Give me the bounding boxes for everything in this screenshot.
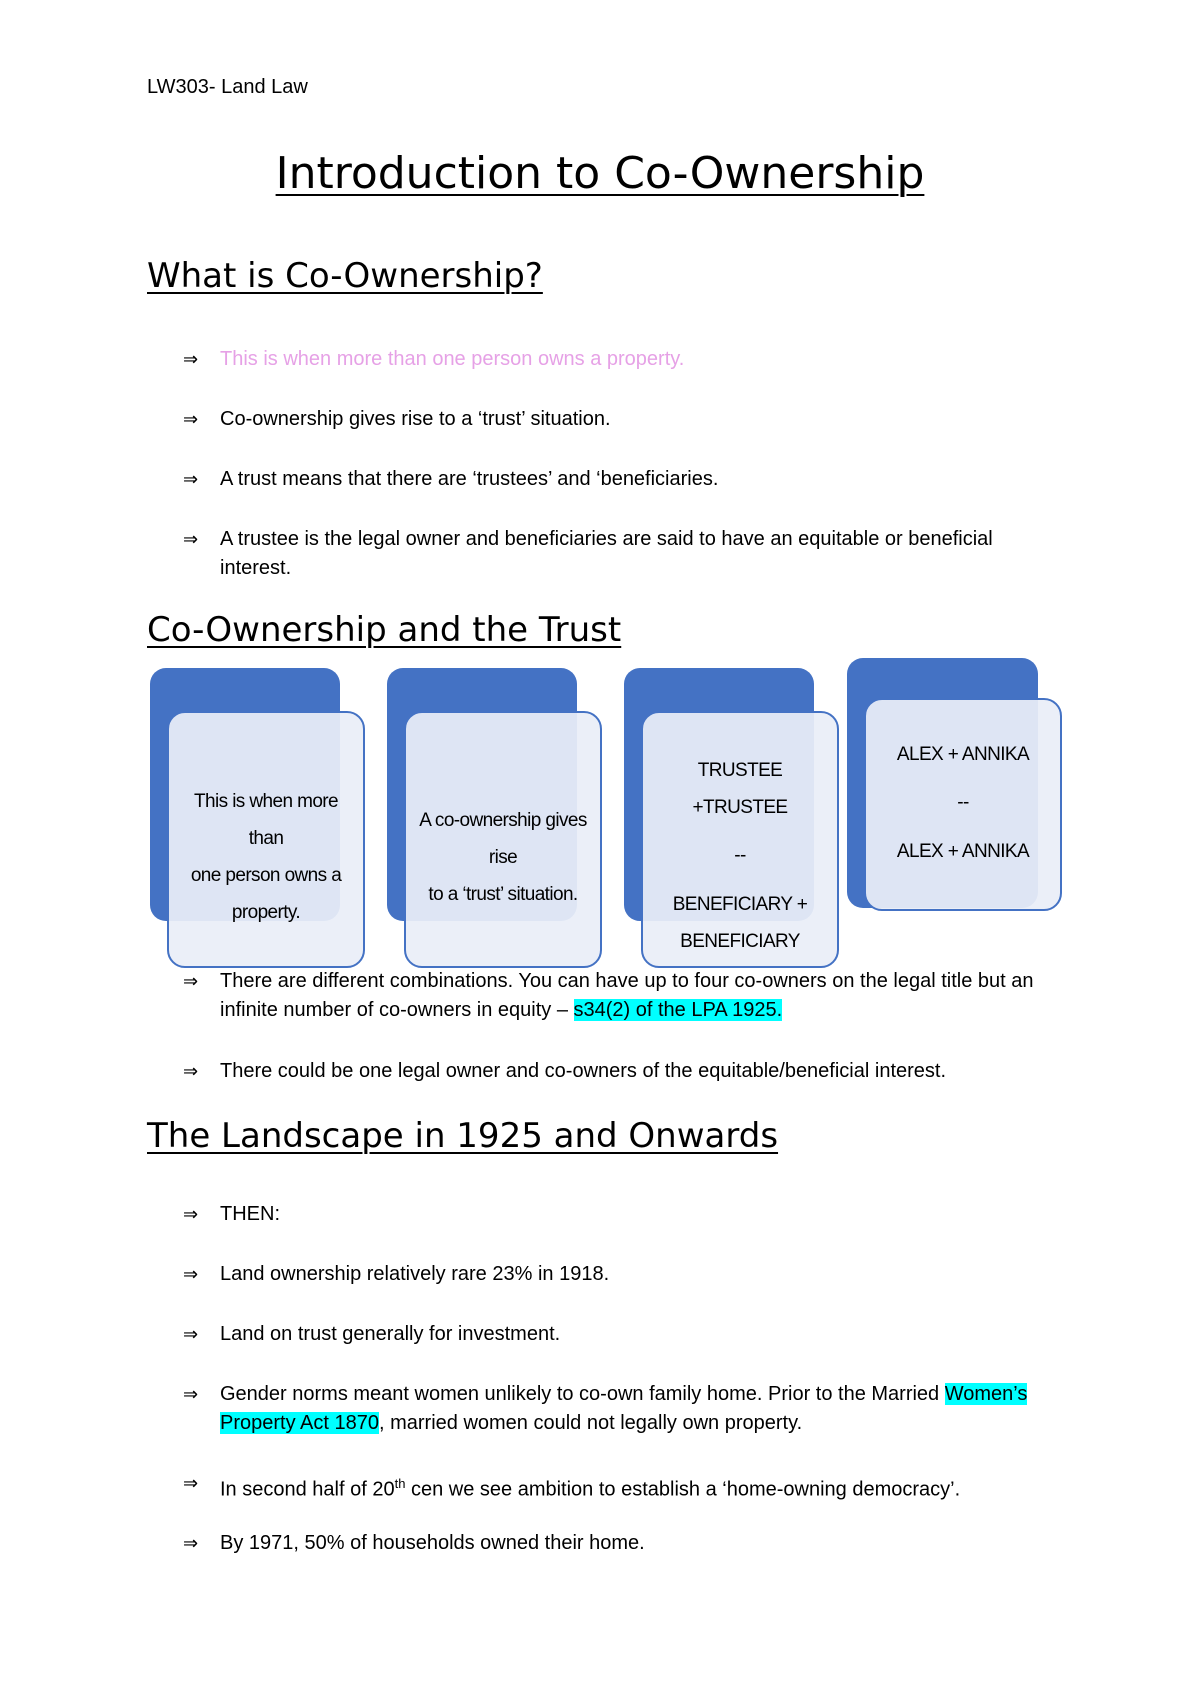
bullet-text <box>220 967 1063 1025</box>
bullet-text: This is when more than one person owns a property. <box>220 348 685 370</box>
diagram-card-trust <box>387 668 602 968</box>
card-line: -- <box>957 792 969 813</box>
document-title: Introduction to Co-Ownership <box>275 148 925 199</box>
superscript-th: th <box>394 1476 406 1491</box>
list-item <box>183 1380 1063 1438</box>
diagram-card-trustees <box>624 668 839 968</box>
card-line: This is when more than <box>194 791 338 849</box>
bullet-text: A trustee is the legal owner and beneficiaries are said to have an equitable or beneficial interest. <box>220 528 993 579</box>
card-line: to a ‘trust’ situation. <box>428 884 578 905</box>
bullet-text: By 1971, 50% of households owned their home. <box>220 1532 645 1554</box>
arrow-icon: ⇒ <box>183 1204 199 1225</box>
bullet-text: THEN: <box>220 1203 280 1225</box>
list-item <box>183 1200 1063 1229</box>
arrow-icon: ⇒ <box>183 409 199 430</box>
statute-highlight: s34(2) of the LPA 1925. <box>573 999 783 1021</box>
bullet-text <box>220 1469 1063 1505</box>
card-line: ALEX + ANNIKA <box>896 744 1030 765</box>
list-item <box>183 1320 1063 1349</box>
card-line: one person owns a <box>190 865 342 886</box>
card-line: BENEFICIARY <box>680 931 800 952</box>
diagram-card-definition <box>150 668 365 968</box>
arrow-icon: ⇒ <box>183 1384 199 1405</box>
arrow-icon: ⇒ <box>183 1061 199 1082</box>
arrow-icon: ⇒ <box>183 1264 199 1285</box>
card-line: property. <box>231 902 301 923</box>
list-item <box>183 1529 1063 1558</box>
bullet-text-post: , married women could not legally own property. <box>378 1412 803 1434</box>
arrow-icon: ⇒ <box>183 349 199 370</box>
list-item <box>183 1057 1063 1086</box>
bullet-text-post: cen we see ambition to establish a ‘home-owning democracy’. <box>405 1478 961 1501</box>
bullet-text: A trust means that there are ‘trustees’ and ‘beneficiaries. <box>220 468 719 490</box>
arrow-icon: ⇒ <box>183 971 199 992</box>
list-item <box>183 967 1063 1025</box>
arrow-icon: ⇒ <box>183 1533 199 1554</box>
list-item <box>183 1469 1063 1505</box>
card-line: ALEX + ANNIKA <box>896 841 1030 862</box>
statute-highlight: Women’s Property Act 1870 <box>220 1383 1028 1434</box>
arrow-icon: ⇒ <box>183 1473 199 1494</box>
card-line: BENEFICIARY + <box>672 894 808 915</box>
arrow-icon: ⇒ <box>183 469 199 490</box>
card-line: A co-ownership gives rise <box>419 810 587 868</box>
heading-landscape: The Landscape in 1925 and Onwards <box>147 1116 779 1156</box>
heading-co-ownership-and-trust: Co-Ownership and the Trust <box>147 610 622 650</box>
heading-what-is-co-ownership: What is Co-Ownership? <box>147 256 543 296</box>
bullet-text: Land on trust generally for investment. <box>220 1323 561 1345</box>
arrow-icon: ⇒ <box>183 1324 199 1345</box>
list-item <box>183 525 1063 583</box>
list-item <box>183 1260 1063 1289</box>
list-item <box>183 345 1063 374</box>
arrow-icon: ⇒ <box>183 529 199 550</box>
card-line: TRUSTEE +TRUSTEE <box>692 760 788 818</box>
bullet-text: Land ownership relatively rare 23% in 1918. <box>220 1263 610 1285</box>
bullet-text: Co-ownership gives rise to a ‘trust’ situation. <box>220 408 611 430</box>
list-item <box>183 465 1063 494</box>
course-code: LW303- Land Law <box>147 76 308 98</box>
card-line: -- <box>734 845 746 866</box>
list-item <box>183 405 1063 434</box>
bullet-text <box>220 1380 1063 1438</box>
bullet-text: There could be one legal owner and co-owners of the equitable/beneficial interest. <box>220 1060 947 1082</box>
bullet-text-pre: Gender norms meant women unlikely to co-own family home. Prior to the Married <box>220 1383 945 1405</box>
bullet-text-main: There are different combinations. You can have up to four co-owners on the legal title but an infinite number of co-owners in equity – <box>220 970 1034 1021</box>
bullet-text-pre: In second half of 20 <box>220 1478 395 1501</box>
diagram-card-names <box>847 658 1062 958</box>
